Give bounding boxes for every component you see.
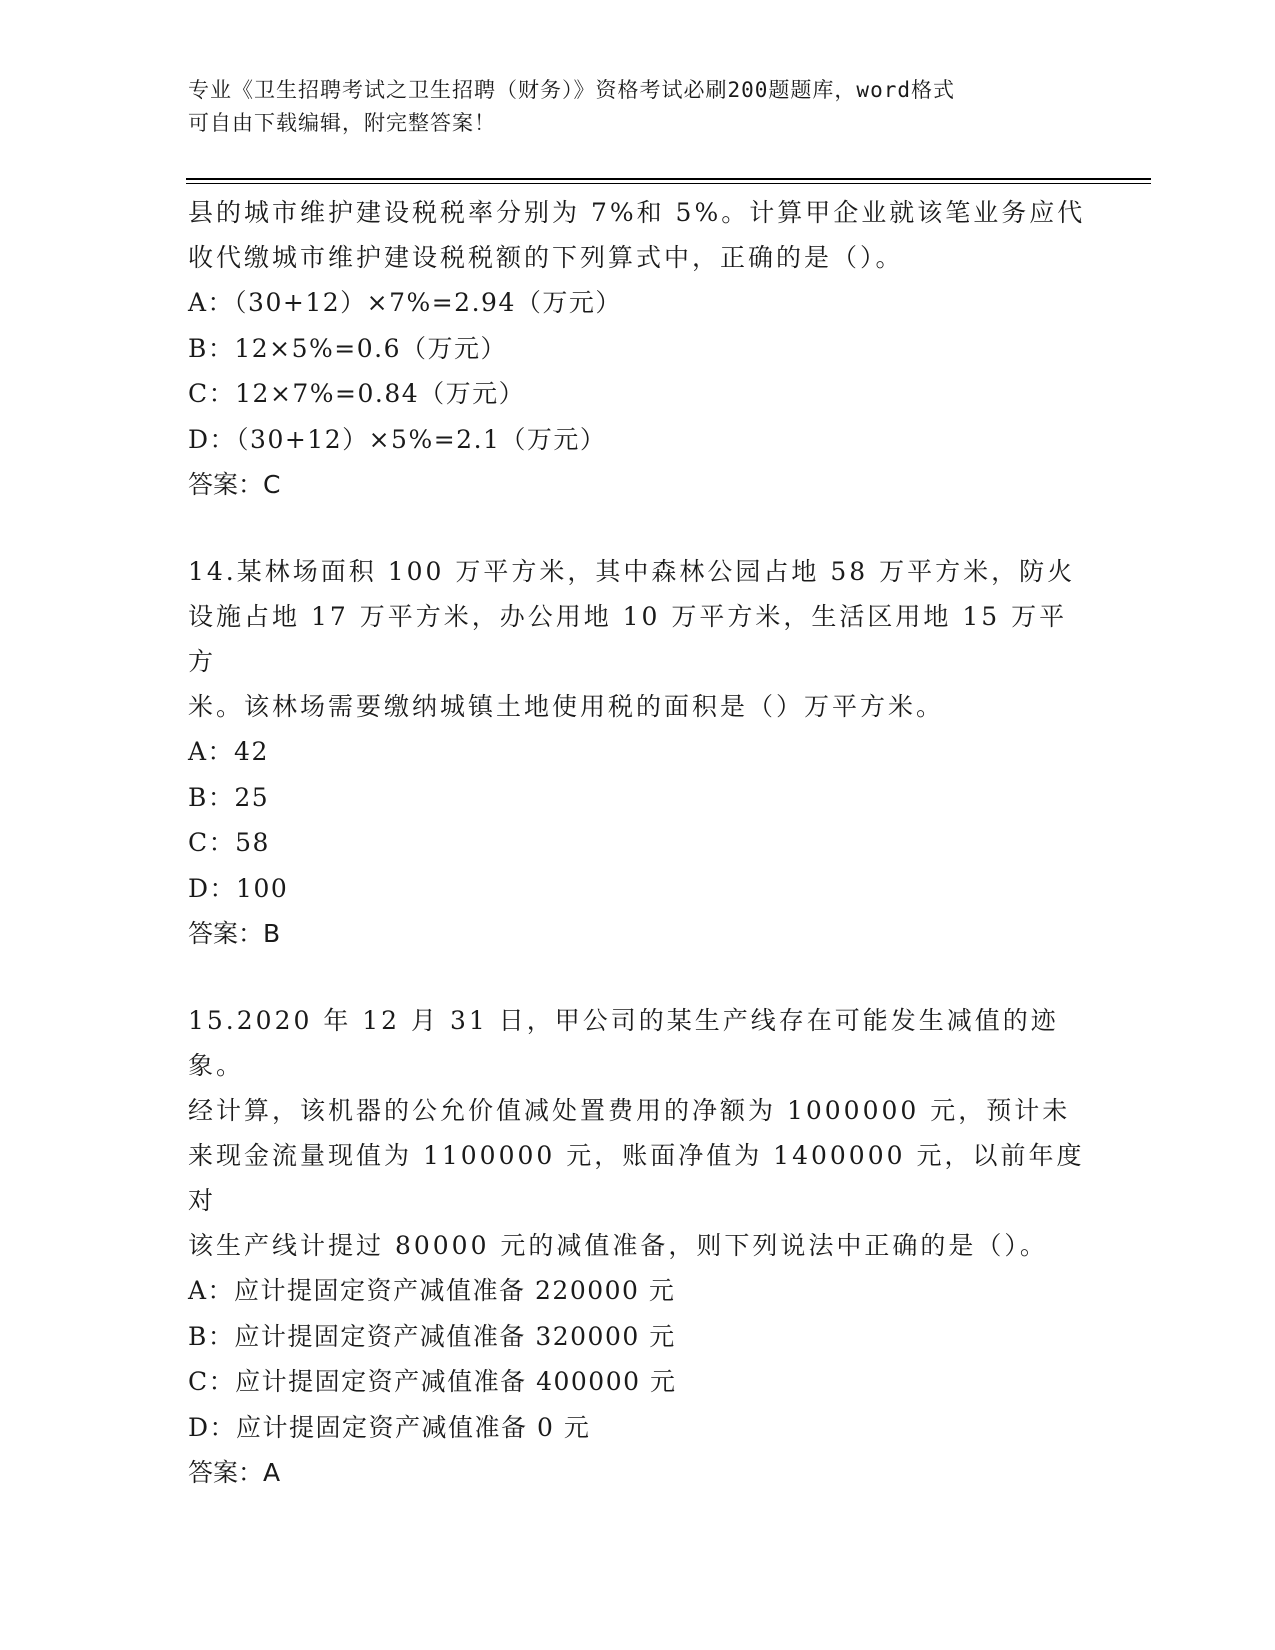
header-line-2: 可自由下载编辑，附完整答案！ — [188, 111, 496, 135]
option-c: C：58 — [188, 828, 270, 857]
question-13 — [188, 190, 1088, 507]
answer-label: 答案：A — [188, 1458, 281, 1487]
option-d: D：应计提固定资产减值准备 0 元 — [188, 1412, 591, 1442]
option-d: D：（30+12）×5%=2.1（万元） — [188, 424, 607, 454]
option-d: D：100 — [188, 873, 289, 903]
question-text-line: 15.2020 年 12 月 31 日，甲公司的某生产线存在可能发生减值的迹象。 — [188, 1006, 1059, 1080]
question-list — [188, 190, 1088, 1495]
option-c: C：应计提固定资产减值准备 400000 元 — [188, 1367, 677, 1396]
question-text-line: 县的城市维护建设税税率分别为 7%和 5%。计算甲企业就该笔业务应代 — [188, 198, 1086, 227]
answer-label: 答案：B — [188, 919, 281, 948]
question-text-line: 设施占地 17 万平方米，办公用地 10 万平方米，生活区用地 15 万平方 — [188, 602, 1068, 676]
option-b: B：应计提固定资产减值准备 320000 元 — [188, 1321, 676, 1351]
option-b: B：12×5%=0.6（万元） — [188, 333, 507, 363]
question-text-line: 该生产线计提过 80000 元的减值准备，则下列说法中正确的是（）。 — [188, 1231, 1048, 1260]
spacer — [188, 507, 1088, 549]
page-header — [188, 74, 1068, 140]
answer-label: 答案：C — [188, 470, 281, 499]
question-text-line: 经计算，该机器的公允价值减处置费用的净额为 1000000 元，预计未 — [188, 1096, 1071, 1125]
question-15 — [188, 998, 1088, 1495]
option-a: A：（30+12）×7%=2.94（万元） — [188, 288, 622, 317]
spacer — [188, 956, 1088, 998]
question-text-line: 来现金流量现值为 1100000 元，账面净值为 1400000 元，以前年度对 — [188, 1141, 1085, 1215]
question-text-line: 米。该林场需要缴纳城镇土地使用税的面积是（）万平方米。 — [188, 692, 945, 721]
header-rule-thick — [186, 178, 1151, 180]
header-line-1: 专业《卫生招聘考试之卫生招聘（财务）》资格考试必刷200题题库，word格式 — [188, 78, 955, 102]
question-text-line: 收代缴城市维护建设税税额的下列算式中，正确的是（）。 — [188, 243, 904, 272]
option-a: A：应计提固定资产减值准备 220000 元 — [188, 1276, 676, 1305]
option-c: C：12×7%=0.84（万元） — [188, 379, 526, 408]
header-rule-thin — [186, 183, 1151, 184]
question-14 — [188, 549, 1088, 956]
question-text-line: 14.某林场面积 100 万平方米，其中森林公园占地 58 万平方米，防火 — [188, 557, 1076, 586]
option-a: A：42 — [188, 737, 269, 766]
option-b: B：25 — [188, 782, 270, 812]
